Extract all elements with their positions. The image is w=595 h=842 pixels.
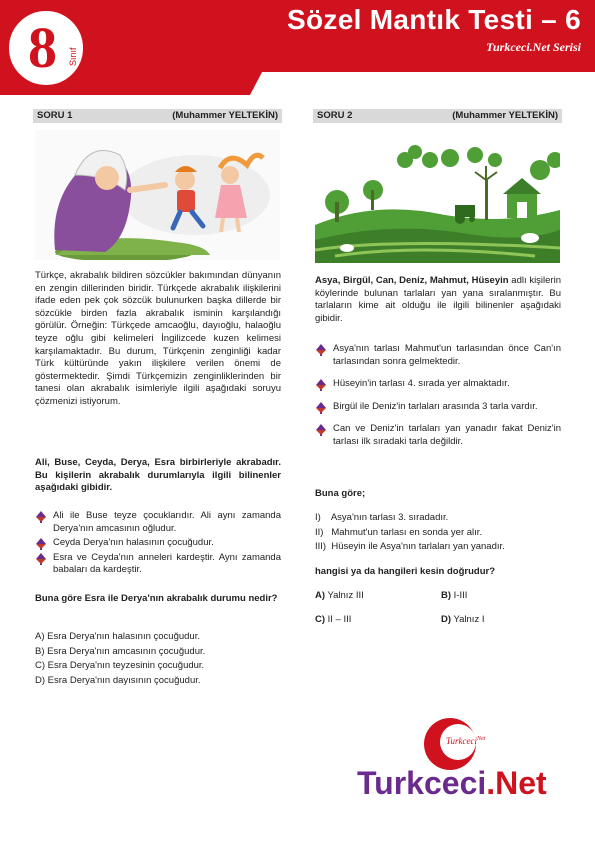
option-text: Yalnız I — [453, 614, 485, 625]
question-1-header — [33, 109, 282, 123]
question-2-header — [313, 109, 562, 123]
option-key: D) — [441, 614, 452, 625]
arrow-bullet-icon — [35, 538, 47, 550]
fact-text: Ceyda Derya'nın halasının çocuğudur. — [53, 537, 214, 549]
option-a[interactable] — [315, 590, 364, 601]
fact-item — [315, 423, 561, 448]
option-text: II – III — [327, 614, 352, 625]
fact-item — [315, 378, 561, 391]
option-d[interactable] — [441, 614, 484, 625]
question-2-statements — [315, 511, 561, 555]
question-1-question: Buna göre Esra ile Derya'nın akrabalık durumu nedir? — [35, 593, 278, 604]
option-d[interactable]: D) Esra Derya'nın dayısının çocuğudur. — [35, 674, 201, 686]
fact-text: Can ve Deniz'in tarlaları yan yanadır fakat Deniz'in tarlası ilk sıradaki tarla değildir. — [333, 423, 561, 447]
question-1-options — [35, 630, 281, 688]
logo-dot: . — [486, 765, 496, 801]
option-key: B) — [441, 590, 452, 601]
question-2-facts — [315, 343, 561, 451]
option-c[interactable] — [315, 614, 351, 625]
fact-text: Birgül ile Deniz'in tarlaları arasında 3 tarla vardır. — [333, 400, 538, 412]
question-1-facts — [35, 510, 281, 579]
fact-text: Hüseyin'in tarlası 4. sırada yer almaktadır. — [333, 378, 510, 390]
question-2-intro — [315, 275, 561, 325]
page-title: Sözel Mantık Testi – 6 — [287, 4, 581, 35]
question-1-label: SORU 1 — [37, 110, 73, 121]
fact-text: Esra ve Ceyda'nın anneleri kardeştir. Aynı zamanda babaları da kardeştir. — [53, 551, 281, 576]
option-a[interactable]: A) Esra Derya'nın halasının çocuğudur. — [35, 631, 200, 642]
option-key: A) — [315, 590, 326, 601]
grade-label: Sınıf — [68, 47, 78, 66]
logo-badge-text: Turkceci$^{Net}$ — [446, 736, 486, 746]
question-1-author: (Muhammer YELTEKİN) — [172, 110, 278, 121]
fact-item — [35, 537, 281, 550]
arrow-bullet-icon — [315, 344, 327, 356]
arrow-bullet-icon — [315, 424, 327, 436]
arrow-bullet-icon — [35, 553, 47, 565]
option-b[interactable] — [441, 590, 467, 601]
question-1-intro: Ali, Buse, Ceyda, Derya, Esra birbirleriyle akrabadır. Bu kişilerin akrabalık durumlarıyla ilgili bilinenler aşağıdaki gibidir. — [35, 457, 281, 494]
option-c[interactable]: C) Esra Derya'nın teyzesinin çocuğudur. — [35, 660, 205, 671]
arrow-bullet-icon — [35, 511, 47, 523]
question-2-author: (Muhammer YELTEKİN) — [452, 110, 558, 121]
question-2-names: Asya, Birgül, Can, Deniz, Mahmut, Hüseyin — [315, 275, 509, 286]
family-illustration — [35, 130, 280, 260]
fact-item — [35, 552, 281, 577]
arrow-bullet-icon — [315, 379, 327, 391]
grade-badge — [6, 8, 86, 88]
farm-illustration — [315, 130, 560, 263]
option-text: Yalnız III — [327, 590, 364, 601]
fact-item — [315, 343, 561, 368]
option-b[interactable]: B) Esra Derya'nın amcasının çocuğudur. — [35, 645, 206, 657]
fact-item — [35, 510, 281, 535]
page-subtitle: Turkceci.Net Serisi — [486, 40, 581, 54]
question-1-passage: Türkçe, akrabalık bildiren sözcükler bakımından dünyanın en zengin dillerinden biridir. Türkçede akrabalık ilişkilerini ifade eden pek çok sözcük bulunurken başka dillerde bir sözcükle birden fazla akrabalık isminin karşılandığı görülür. Örneğin: Türkçede amcaoğlu, dayıoğlu, halaoğlu teyze oğlu gibi kelimeleri İngilizcede kuzen kelimesi karşılamaktadır. Bu durum, Türkçenin zenginliği kadar Türk kültüründe yakın ilişkilere verilen önemi de göstermektedir. Şimdi Türkçemizin zenginliklerinden bir tanesi olan akrabalık isimleriyle ilgili aşağıdaki soruyu çözmenizi istiyorum. — [35, 270, 281, 407]
option-text: I-III — [453, 590, 468, 601]
statement-i: I) Asya'nın tarlası 3. sıradadır. — [315, 512, 449, 523]
arrow-bullet-icon — [315, 402, 327, 414]
logo-main: Turkceci — [357, 765, 487, 801]
option-key: C) — [315, 614, 326, 625]
statement-iii: III) Hüseyin ile Asya'nın tarlaları yan yanadır. — [315, 541, 505, 552]
statement-ii: II) Mahmut'un tarlası en sonda yer alır. — [315, 526, 483, 538]
page-header — [0, 0, 595, 95]
question-2-intro-text: adlı kişilerin köylerinde bulunan tarlaları yan yana sıralanmıştır. Bu tarlaların kime ait olduğu ile ilgili bilinenler aşağıdaki gibidir. — [315, 275, 561, 324]
buna-gore-label: Buna göre; — [315, 488, 366, 499]
grade-number: 8 — [28, 15, 57, 80]
logo-wordmark — [357, 765, 547, 802]
logo-net: Net — [495, 765, 547, 801]
fact-item — [315, 401, 561, 414]
fact-text: Asya'nın tarlası Mahmut'un tarlasından önce Can'ın tarlasından sonra gelmektedir. — [333, 343, 561, 367]
fact-text: Ali ile Buse teyze çocuklarıdır. Ali aynı zamanda Derya'nın amcasının oğludur. — [53, 510, 281, 534]
question-2-label: SORU 2 — [317, 110, 353, 121]
question-2-question: hangisi ya da hangileri kesin doğrudur? — [315, 566, 496, 577]
